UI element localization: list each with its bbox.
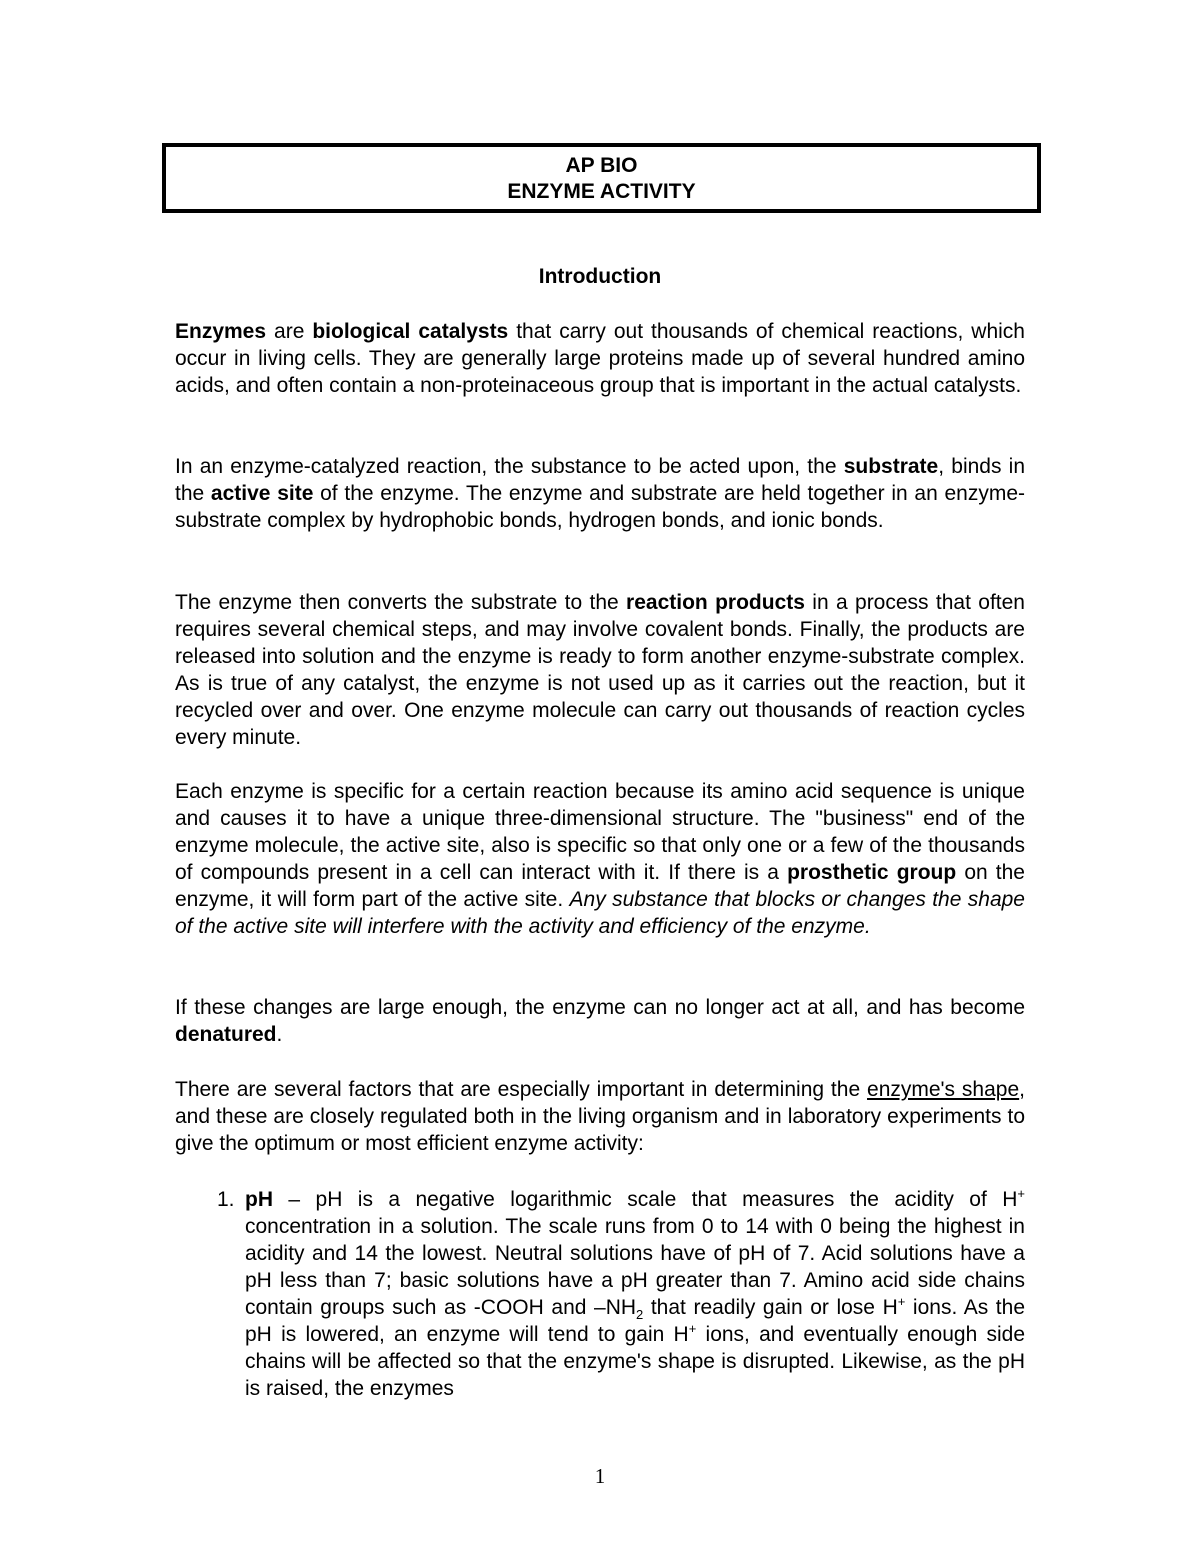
section-heading: Introduction	[538, 265, 662, 288]
paragraph-denatured: If these changes are large enough, the enzyme can no longer act at all, and has become denatured.	[175, 996, 1025, 1046]
paragraph-reaction-products: The enzyme then converts the substrate to the reaction products in a process that often requires several chemical steps, and may involve covalent bonds. Finally, the products are released into solution and the enzyme is ready to form another enzyme-substrate complex. As is true of any catalyst, the enzyme is not used up as it carries out the reaction, but it recycled over and over. One enzyme molecule can carry out thousands of reaction cycles every minute.	[175, 591, 1025, 749]
title-box	[162, 143, 1041, 213]
course-title: AP BIO	[565, 154, 638, 177]
paragraph-factors: There are several factors that are especially important in determining the enzyme's shape, and these are closely regulated both in the living organism and in laboratory experiments to give the optimum or most efficient enzyme activity:	[175, 1078, 1025, 1155]
list-item-text: pH – pH is a negative logarithmic scale that measures the acidity of H+ concentration in a solution. The scale runs from 0 to 14 with 0 being the highest in acidity and 14 the lowest. Neutral solutions have of pH of 7. Acid solutions have a pH less than 7; basic solutions have a pH greater than 7. Amino acid side chains contain groups such as -COOH and $-NH_2$ that readily gain or lose H+ ions. As the pH is lowered, an enzyme will tend to gain H+ ions, and eventually enough side chains will be affected so that the enzyme's shape is disrupted. Likewise, as the pH is raised, the enzymes	[245, 1186, 1026, 1400]
list-number: 1.	[217, 1188, 235, 1211]
page-number: 1	[594, 1464, 606, 1488]
activity-title: ENZYME ACTIVITY	[507, 180, 696, 203]
paragraph-specificity: Each enzyme is specific for a certain reaction because its amino acid sequence is unique and causes it to have a unique three-dimensional structure. The "business" end of the enzyme molecule, the active site, also is specific so that only one or a few of the thousands of compounds present in a cell can interact with it. If there is a prosthetic group on the enzyme, it will form part of the active site. Any substance that blocks or changes the shape of the active site will interfere with the activity and efficiency of the enzyme.	[175, 780, 1025, 938]
paragraph-enzymes: Enzymes are biological catalysts that carry out thousands of chemical reactions, which occur in living cells. They are generally large proteins made up of several hundred amino acids, and often contain a non-proteinaceous group that is important in the actual catalysts.	[175, 320, 1025, 397]
paragraph-substrate: In an enzyme-catalyzed reaction, the substance to be acted upon, the substrate, binds in the active site of the enzyme. The enzyme and substrate are held together in an enzyme-substrate complex by hydrophobic bonds, hydrogen bonds, and ionic bonds.	[175, 455, 1026, 532]
